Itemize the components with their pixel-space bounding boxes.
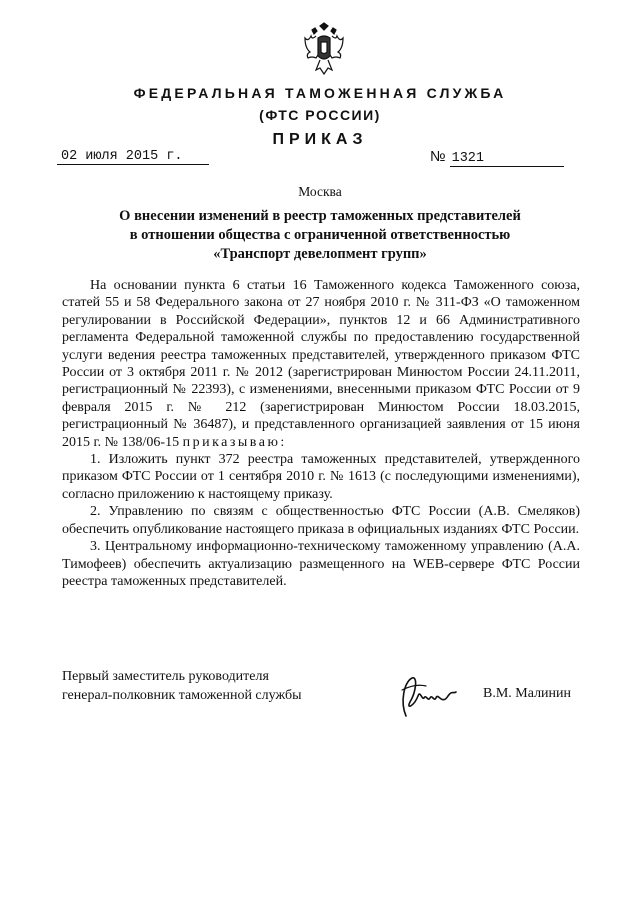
double-headed-eagle-icon [302, 22, 346, 78]
order-item-2: 2. Управлению по связям с общественностью ФТС России (А.В. Смеляков) обеспечить опубликование настоящего приказа в официальных изданиях ФТС России. [62, 504, 580, 537]
order-date: 02 июля 2015 г. [57, 149, 209, 165]
order-number-block [430, 149, 564, 167]
signatory-position-line-1: Первый заместитель руководителя [62, 669, 269, 684]
document-heading [0, 207, 640, 264]
order-number-label: № [430, 149, 446, 165]
agency-abbreviation: (ФТС РОССИИ) [259, 107, 381, 123]
preamble-paragraph [62, 277, 580, 451]
heading-line-3: «Транспорт девелопмент групп» [213, 246, 427, 262]
agency-name: ФЕДЕРАЛЬНАЯ ТАМОЖЕННАЯ СЛУЖБА [133, 85, 507, 101]
city: Москва [298, 184, 342, 199]
handwritten-signature [392, 672, 458, 720]
document-type: ПРИКАЗ [272, 131, 368, 148]
order-word: приказываю: [182, 434, 287, 450]
preamble-text: На основании пункта 6 статьи 16 Таможенного кодекса Таможенного союза, статей 55 и 58 Федерального закона от 27 ноября 2010 г. № 311-ФЗ «О таможенном регулировании в Российской Федерации», пунктов 12 и 66 Административного регламента Федеральной таможенной службы по предоставлению государственной услуги ведения реестра таможенных представителей, утвержденного приказом ФТС России от 3 октября 2011 г. № 2012 (зарегистрирован Минюстом России 24.11.2011, регистрационный № 22393), с изменениями, внесенными приказом ФТС России от 9 февраля 2015 г. № 212 (зарегистрирован Минюстом России 18.03.2015, регистрационный № 36487), и представленного организацией заявления от 15 июня 2015 г. № 138/06-15 [62, 278, 580, 450]
document-body [62, 277, 580, 590]
signatory-position-line-2: генерал-полковник таможенной службы [62, 688, 302, 703]
order-item-3: 3. Центральному информационно-техническому таможенному управлению (А.А. Тимофеев) обеспечить актуализацию размещенного на WEB-сервере ФТС России реестра таможенных представителей. [62, 539, 580, 589]
order-item-1: 1. Изложить пункт 372 реестра таможенных представителей, утвержденного приказом ФТС России от 1 сентября 2010 г. № 1613 (с последующими изменениями), согласно приложению к настоящему приказу. [62, 452, 580, 502]
order-number: 1321 [450, 151, 564, 167]
heading-line-1: О внесении изменений в реестр таможенных представителей [119, 208, 521, 224]
signatory-name: В.М. Малинин [483, 686, 572, 701]
signatory-position [62, 667, 301, 705]
heading-line-2: в отношении общества с ограниченной ответственностью [129, 227, 511, 243]
